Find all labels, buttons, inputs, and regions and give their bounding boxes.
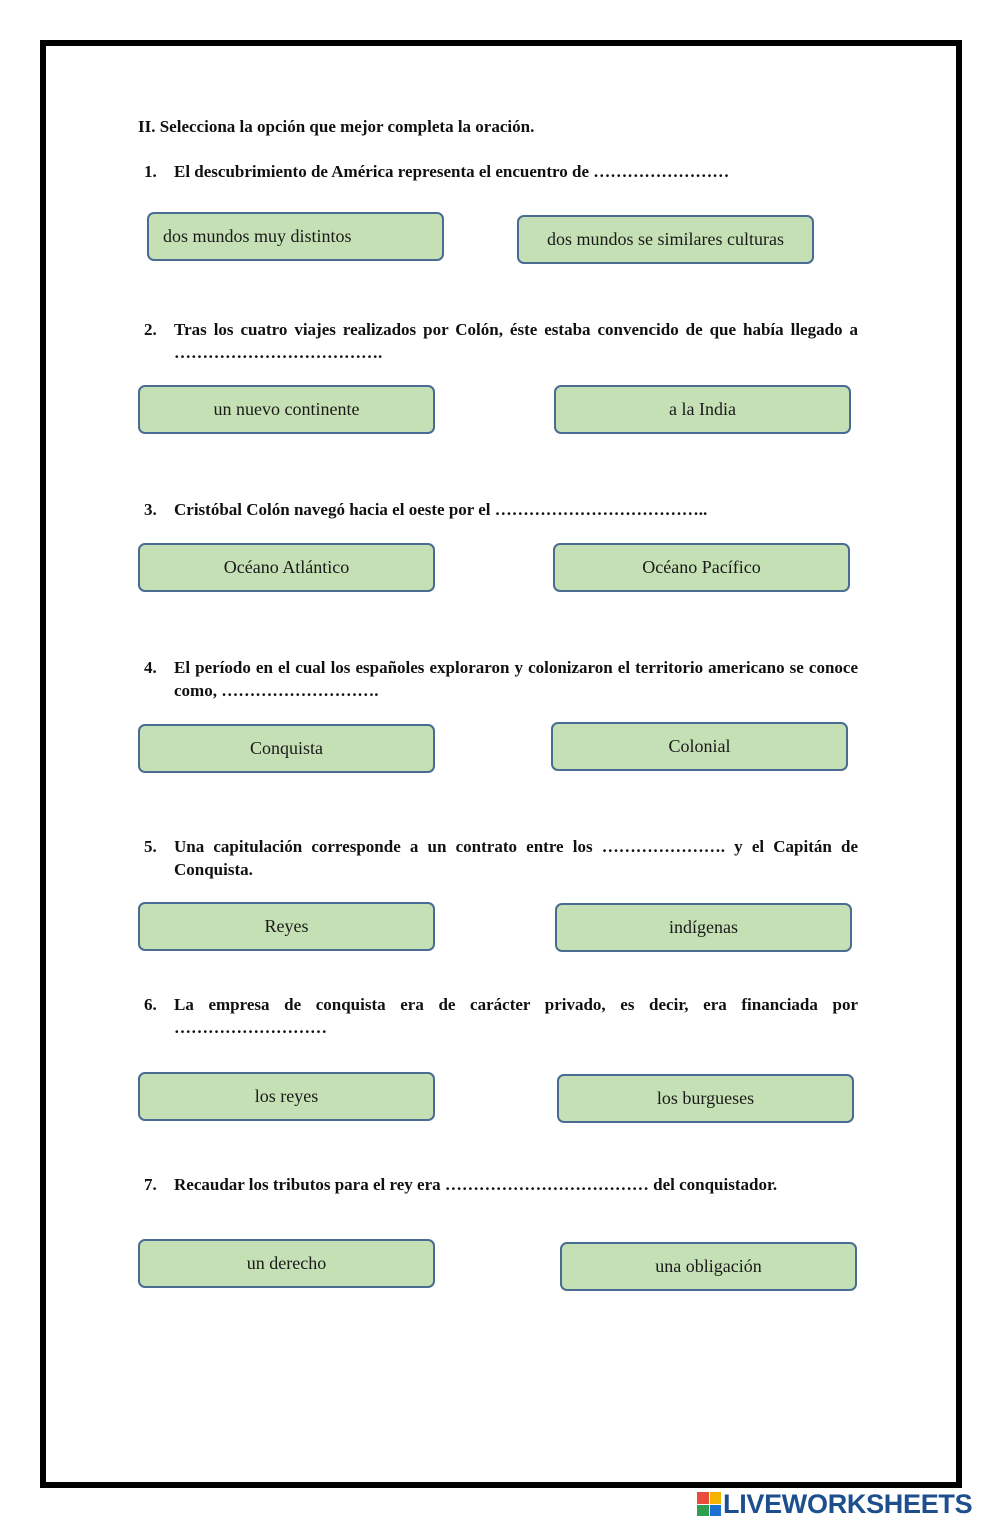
- question-number: 7.: [144, 1175, 157, 1194]
- option-q5-a[interactable]: Reyes: [138, 902, 435, 951]
- question-number: 5.: [144, 837, 157, 856]
- logo-tile-icon: [710, 1505, 722, 1517]
- logo-tile-icon: [697, 1505, 709, 1517]
- question-text: El período en el cual los españoles exploraron y colonizaron el territorio americano se conoce como, ……………………….: [174, 658, 858, 700]
- option-q6-a[interactable]: los reyes: [138, 1072, 435, 1121]
- question-2: [144, 318, 858, 364]
- option-q5-b[interactable]: indígenas: [555, 903, 852, 952]
- option-q6-b[interactable]: los burgueses: [557, 1074, 854, 1123]
- option-q1-a[interactable]: dos mundos muy distintos: [147, 212, 444, 261]
- question-text: La empresa de conquista era de carácter privado, es decir, era financiada por ………………………: [174, 995, 858, 1037]
- question-number: 6.: [144, 995, 157, 1014]
- question-number: 2.: [144, 320, 157, 339]
- question-6: [144, 993, 858, 1039]
- liveworksheets-logo-icon: [697, 1492, 721, 1516]
- option-q2-a[interactable]: un nuevo continente: [138, 385, 435, 434]
- option-q4-b[interactable]: Colonial: [551, 722, 848, 771]
- question-text: Una capitulación corresponde a un contrato entre los …………………. y el Capitán de Conquista.: [174, 837, 858, 879]
- option-q3-a[interactable]: Océano Atlántico: [138, 543, 435, 592]
- logo-tile-icon: [710, 1492, 722, 1504]
- liveworksheets-logo[interactable]: [697, 1490, 972, 1518]
- option-q7-b[interactable]: una obligación: [560, 1242, 857, 1291]
- question-text: Cristóbal Colón navegó hacia el oeste por el ………………………………..: [174, 500, 708, 519]
- option-q4-a[interactable]: Conquista: [138, 724, 435, 773]
- question-7: [144, 1173, 858, 1196]
- question-number: 3.: [144, 500, 157, 519]
- logo-tile-icon: [697, 1492, 709, 1504]
- question-text: El descubrimiento de América representa el encuentro de ……………………: [174, 162, 730, 181]
- question-text: Tras los cuatro viajes realizados por Colón, éste estaba convencido de que había llegado a ……………………………….: [174, 320, 858, 362]
- question-text: Recaudar los tributos para el rey era ……………………………… del conquistador.: [174, 1175, 778, 1194]
- logo-text: LIVEWORKSHEETS: [723, 1488, 973, 1519]
- question-5: [144, 835, 858, 881]
- section-title: II. Selecciona la opción que mejor completa la oración.: [138, 117, 535, 136]
- question-number: 4.: [144, 658, 157, 677]
- option-q3-b[interactable]: Océano Pacífico: [553, 543, 850, 592]
- question-3: [144, 498, 858, 521]
- question-1: [144, 160, 858, 183]
- question-4: [144, 656, 858, 702]
- option-q7-a[interactable]: un derecho: [138, 1239, 435, 1288]
- question-number: 1.: [144, 162, 157, 181]
- option-q2-b[interactable]: a la India: [554, 385, 851, 434]
- option-q1-b[interactable]: dos mundos se similares culturas: [517, 215, 814, 264]
